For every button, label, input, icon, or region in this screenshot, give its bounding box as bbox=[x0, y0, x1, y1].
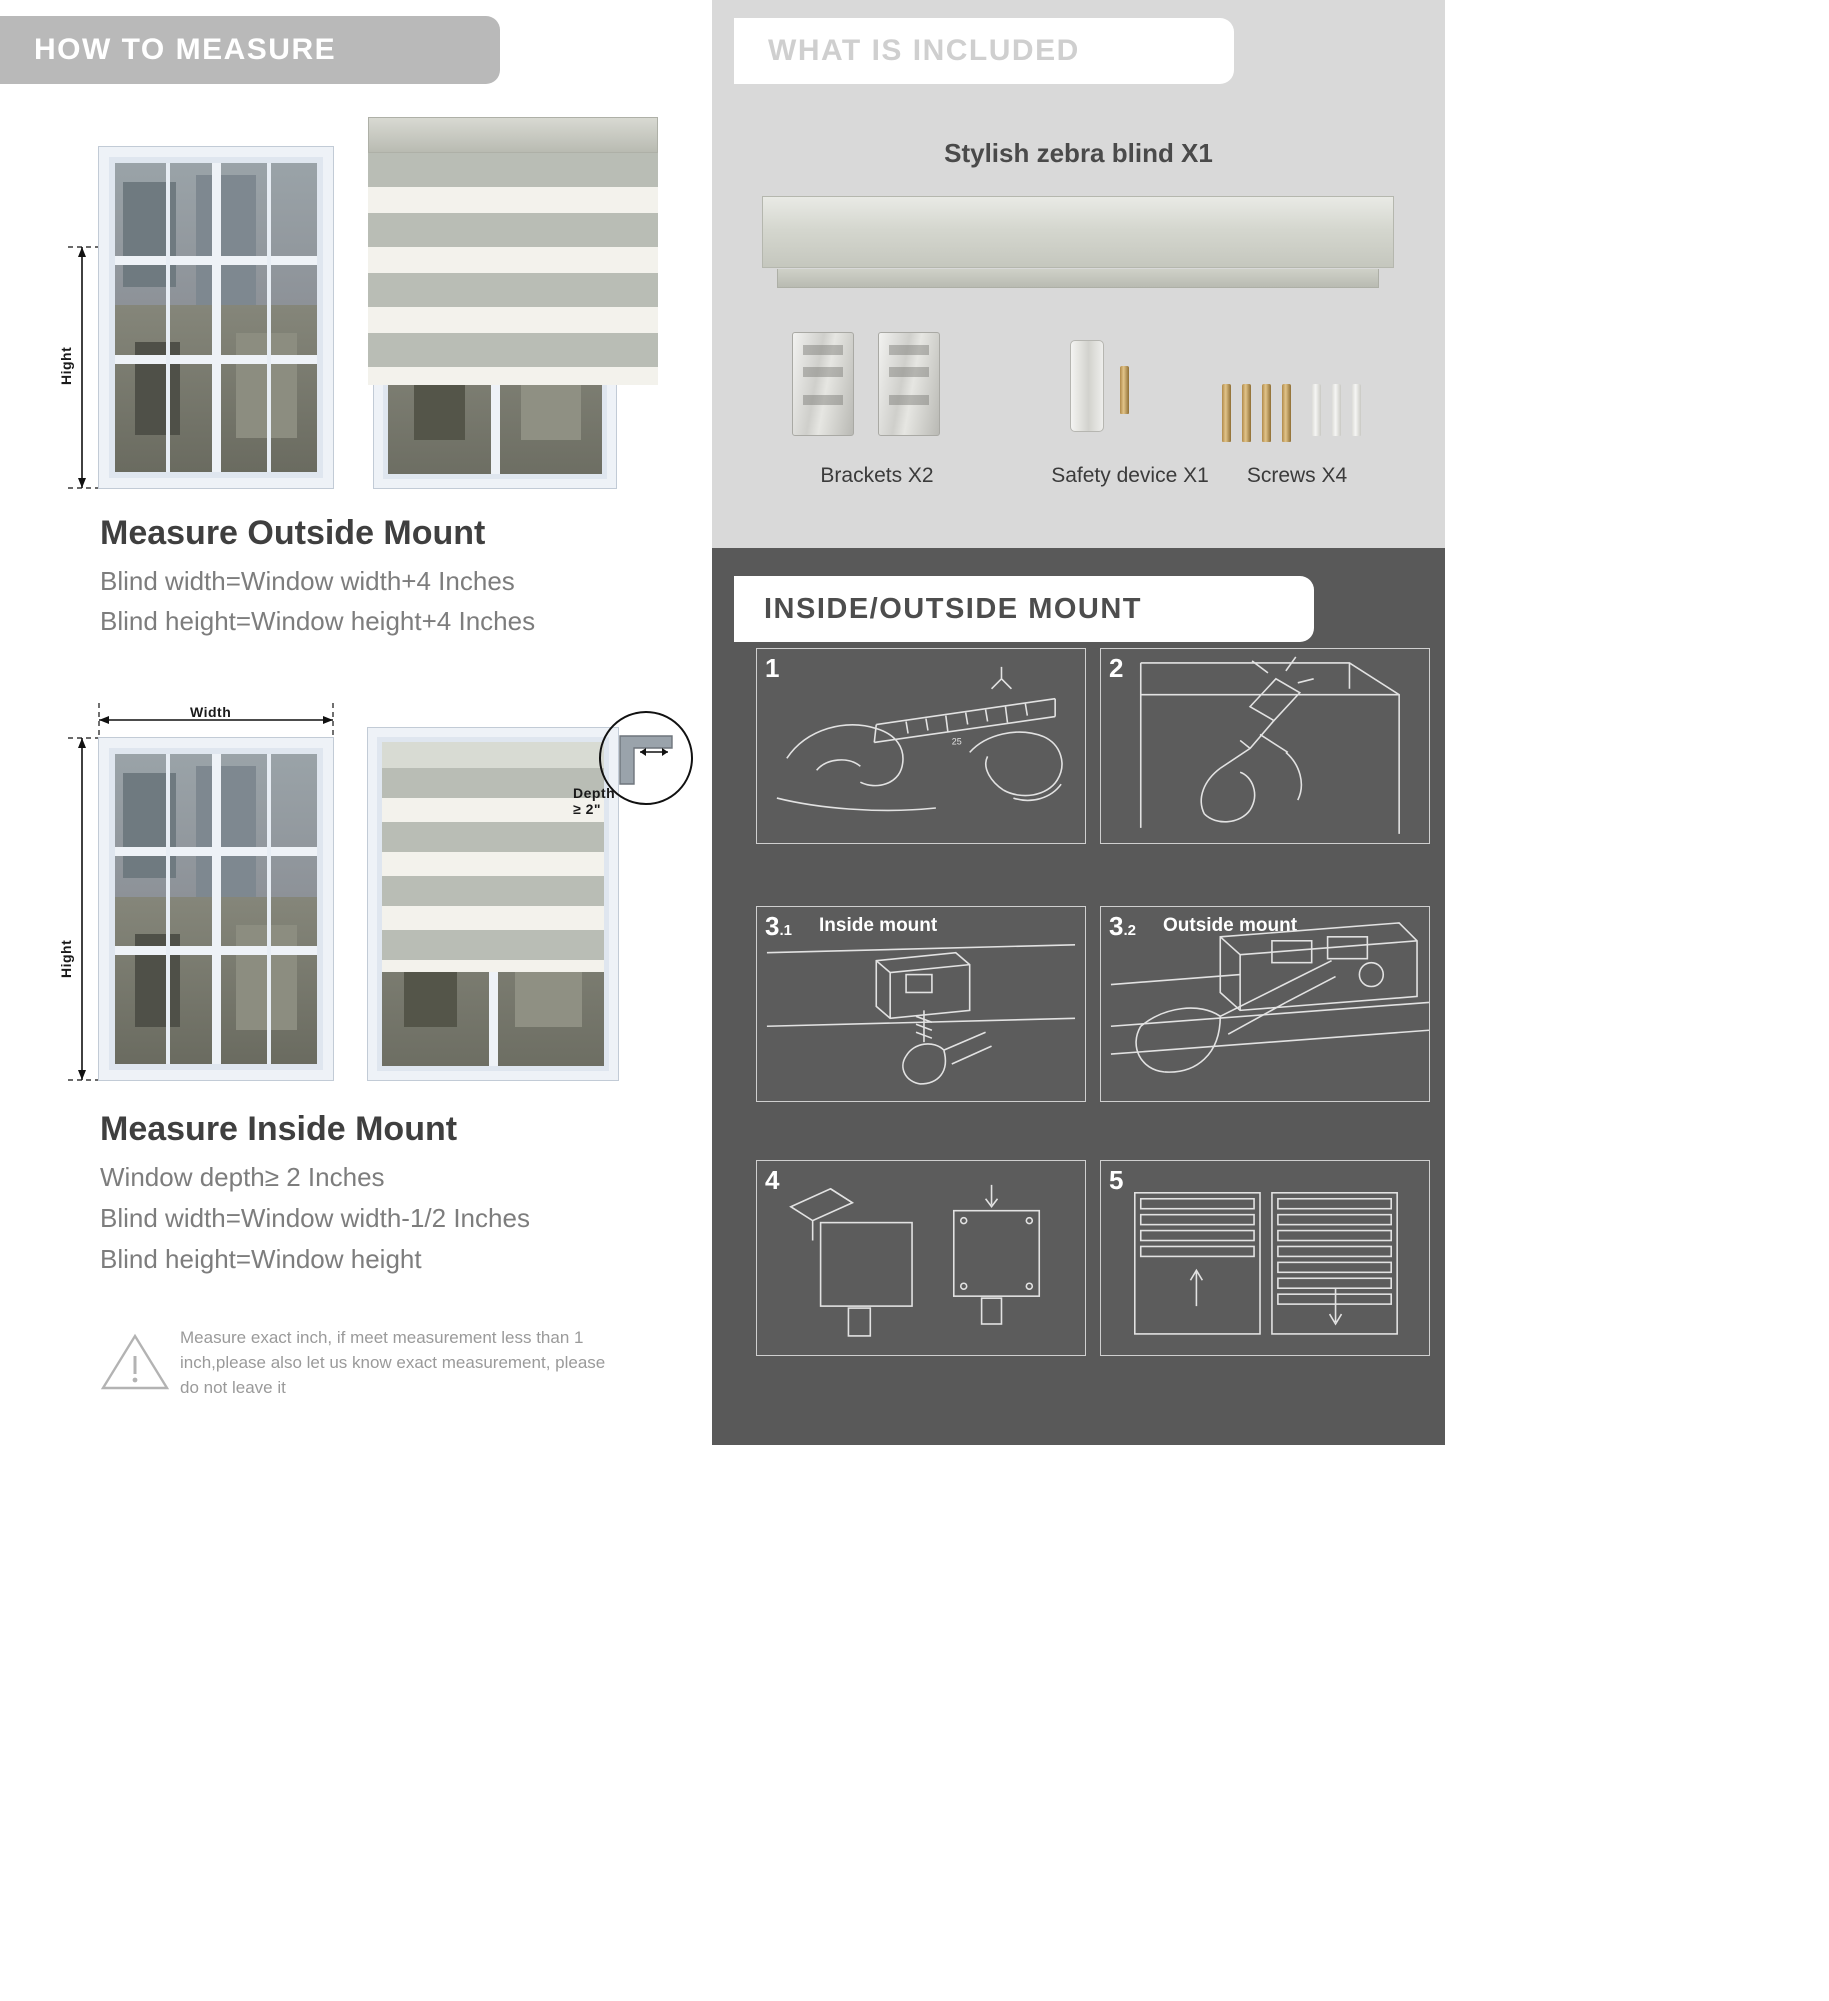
how-to-measure-column bbox=[0, 0, 712, 1445]
outside-mount-title: Measure Outside Mount bbox=[100, 514, 486, 552]
brackets-group bbox=[780, 332, 970, 442]
inside-outside-mount-title: INSIDE/OUTSIDE MOUNT bbox=[764, 592, 1143, 625]
step-1 bbox=[756, 648, 1086, 844]
screws-group bbox=[1220, 384, 1380, 450]
outside-mount-blind-window bbox=[368, 117, 658, 488]
step-3-2-sketch bbox=[1101, 907, 1429, 1102]
screws-label: Screws X4 bbox=[1246, 464, 1348, 487]
step-3-1-sketch bbox=[757, 907, 1085, 1102]
window-view bbox=[115, 163, 317, 472]
step-4-sketch bbox=[757, 1161, 1085, 1356]
step-5 bbox=[1100, 1160, 1540, 2000]
safety-device-group bbox=[1052, 336, 1202, 442]
step-5-sketch bbox=[1101, 1161, 1429, 1356]
outside-mount-line2: Blind height=Window height+4 Inches bbox=[100, 606, 536, 636]
inside-outside-mount-panel bbox=[712, 548, 1714, 2000]
included-product-title: Stylish zebra blind X1 bbox=[944, 138, 1213, 168]
step-3-2-number: 3.2 bbox=[1109, 911, 1136, 941]
wall-anchor-icon bbox=[1312, 384, 1321, 436]
step-4-number: 4 bbox=[765, 1165, 780, 1195]
safety-device-label: Safety device X1 bbox=[1051, 464, 1209, 487]
screw-icon bbox=[1262, 384, 1271, 442]
step-5-caption: Finish bbox=[1489, 1979, 1540, 2000]
screw-icon bbox=[1282, 384, 1291, 442]
inside-width-label: Width bbox=[190, 704, 232, 720]
inside-mount-illustration bbox=[0, 698, 712, 1098]
zebra-blind-product-image bbox=[762, 196, 1394, 268]
warning-triangle-icon bbox=[100, 1330, 170, 1392]
inside-mount-line3: Blind height=Window height bbox=[100, 1244, 422, 1274]
wall-anchor-icon bbox=[1352, 384, 1361, 436]
step-3-2-label: Outside mount bbox=[1163, 915, 1298, 936]
step-3-2-caption: Drill holes & Inside bracket bbox=[1489, 1471, 1714, 1492]
what-is-included-panel bbox=[712, 0, 1445, 548]
what-is-included-banner bbox=[734, 18, 1234, 84]
window-illustration-outside bbox=[99, 147, 333, 488]
outside-mount-line1: Blind width=Window width+4 Inches bbox=[100, 566, 515, 596]
inside-mount-blind-window bbox=[368, 728, 618, 1080]
how-to-measure-title: HOW TO MEASURE bbox=[34, 33, 337, 66]
brackets-label: Brackets X2 bbox=[820, 464, 934, 487]
step-4-caption: Install the blind bbox=[801, 1979, 928, 2000]
inside-mount-line1: Window depth≥ 2 Inches bbox=[100, 1162, 385, 1192]
safety-device-icon bbox=[1070, 340, 1104, 432]
step-1-number: 1 bbox=[765, 653, 780, 683]
how-to-measure-banner bbox=[0, 16, 500, 84]
step-2-number: 2 bbox=[1109, 653, 1124, 683]
what-is-included-title: WHAT IS INCLUDED bbox=[768, 34, 1080, 67]
measure-note: Measure exact inch, if meet measurement less than 1 inch,please also let us know exact measurement, please do not leave it bbox=[180, 1328, 606, 1397]
inside-mount-title: Measure Inside Mount bbox=[100, 1110, 458, 1148]
inside-mount-line2: Blind width=Window width-1/2 Inches bbox=[100, 1203, 530, 1233]
step-1-sketch bbox=[757, 649, 1085, 844]
step-3-1-label: Inside mount bbox=[819, 915, 938, 936]
blind-headrail bbox=[368, 117, 658, 153]
svg-text:25: 25 bbox=[951, 736, 962, 747]
inside-depth-label: Depth ≥ 2" bbox=[573, 785, 616, 817]
step-5-number: 5 bbox=[1109, 1165, 1124, 1195]
inside-outside-mount-banner bbox=[734, 576, 1314, 642]
zebra-blind-outside bbox=[368, 117, 658, 385]
outside-mount-illustration bbox=[0, 100, 712, 500]
screw-icon bbox=[1242, 384, 1251, 442]
window-illustration-inside bbox=[99, 738, 333, 1080]
inside-height-label: Hight bbox=[58, 939, 74, 978]
step-3-1 bbox=[756, 906, 1086, 1492]
outside-height-label: Hight bbox=[58, 346, 74, 385]
screw-icon bbox=[1120, 366, 1129, 414]
wall-anchor-icon bbox=[1332, 384, 1341, 436]
step-2-sketch bbox=[1101, 649, 1429, 844]
bracket-icon bbox=[792, 332, 854, 436]
screw-icon bbox=[1222, 384, 1231, 442]
step-2-caption: Punch at marked position bbox=[1489, 955, 1704, 976]
bracket-icon bbox=[878, 332, 940, 436]
step-3-1-number: 3.1 bbox=[765, 911, 792, 941]
window-view bbox=[115, 754, 317, 1064]
step-3-1-caption: Drill holes & Inside bracket bbox=[801, 1471, 1026, 1492]
